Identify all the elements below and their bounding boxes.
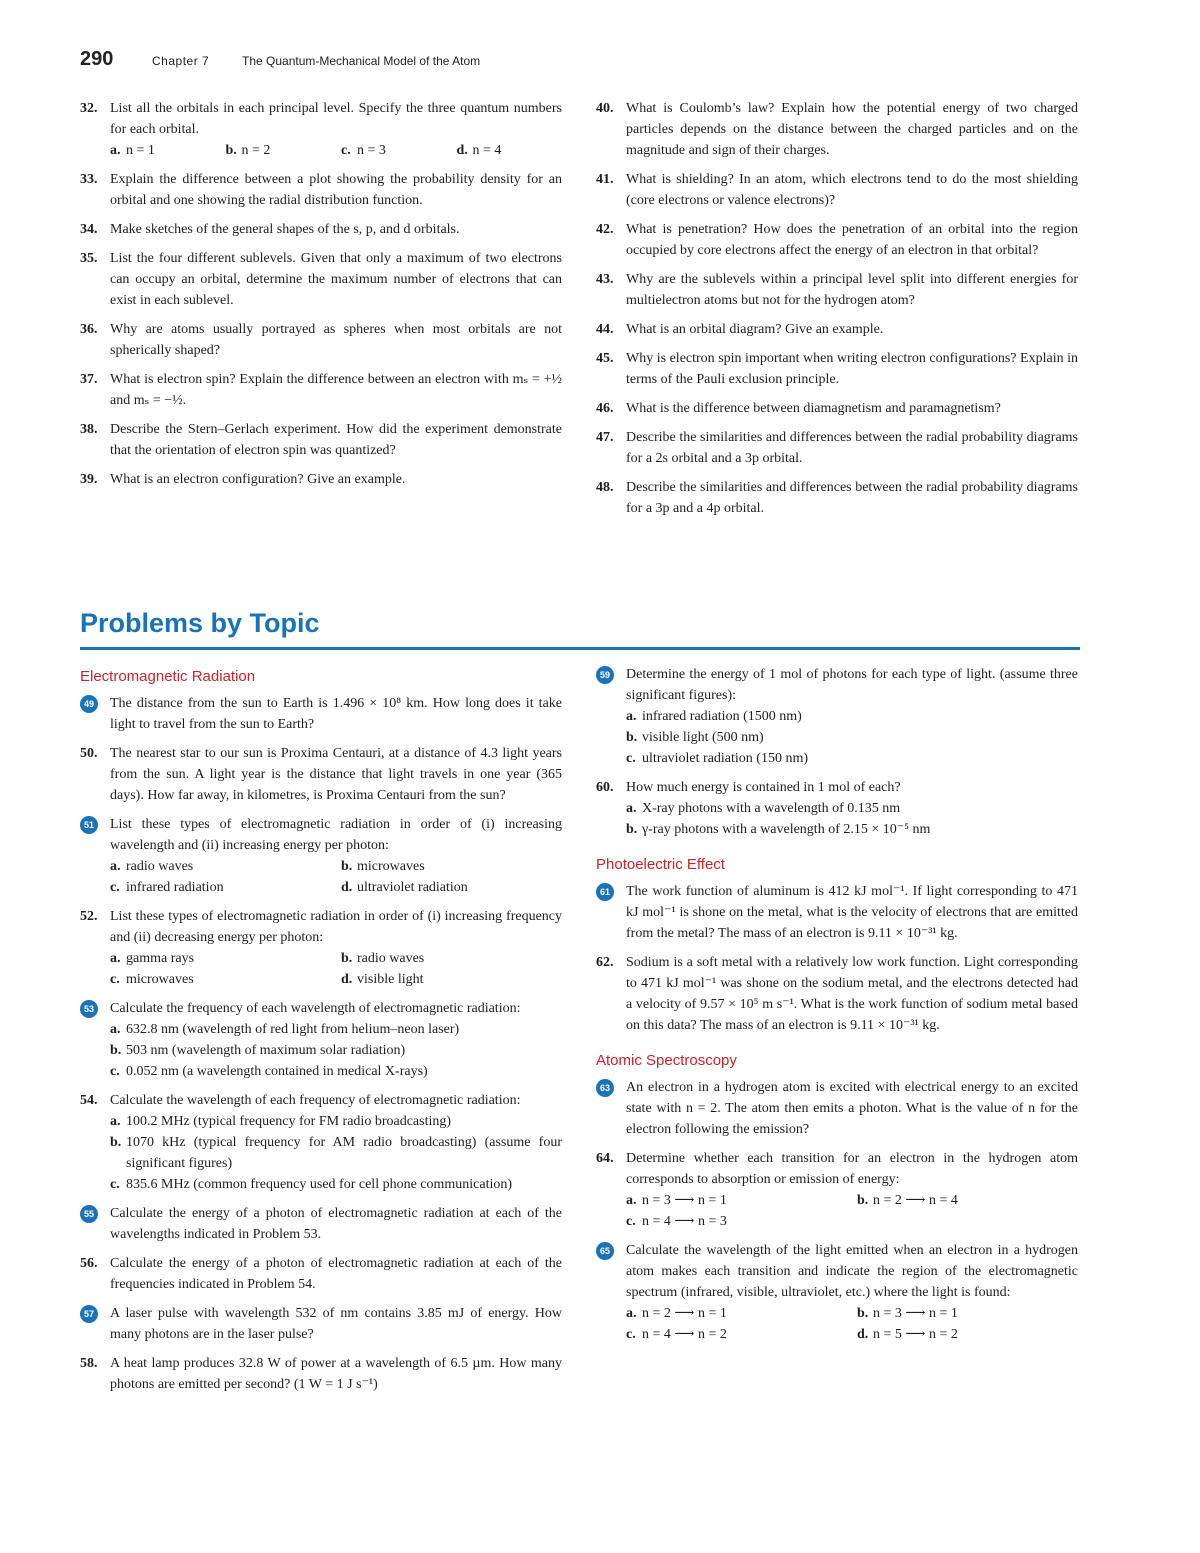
problem-text: List the four different sublevels. Given that only a maximum of two electrons can occupy an orbital, determine the maximum number of electrons that can exist in each sublevel. bbox=[110, 251, 562, 308]
problem-number: 50. bbox=[80, 746, 98, 761]
problem-64 bbox=[596, 1148, 1078, 1232]
problem-37 bbox=[80, 369, 562, 411]
subpart-label: a. bbox=[110, 143, 121, 158]
subpart-text: infrared radiation (1500 nm) bbox=[642, 709, 802, 724]
problem-text: Why is electron spin important when writing electron configurations? Explain in terms of the Pauli exclusion principle. bbox=[626, 351, 1078, 387]
problem-text: Why are atoms usually portrayed as spheres when most orbitals are not spherically shaped? bbox=[110, 322, 562, 358]
section-rule bbox=[80, 647, 1080, 650]
subpart-label: c. bbox=[110, 1064, 120, 1079]
problem-text: What is an orbital diagram? Give an example. bbox=[626, 322, 884, 337]
subpart-label: b. bbox=[626, 822, 638, 837]
problem-number: 44. bbox=[596, 322, 614, 337]
problem-text: List these types of electromagnetic radiation in order of (i) increasing wavelength and (ii) increasing energy per photon: bbox=[110, 817, 562, 853]
subpart-label: a. bbox=[626, 1193, 637, 1208]
problem-text: An electron in a hydrogen atom is excited with electrical energy to an excited state with n = 2. The atom then emits a photon. What is the value of n for the electron following the emission? bbox=[626, 1080, 1078, 1137]
problem-text: What is Coulomb’s law? Explain how the potential energy of two charged particles depends on the distance between the charged particles and on the magnitude and sign of their charges. bbox=[626, 101, 1078, 158]
problem-number: 47. bbox=[596, 430, 614, 445]
problem-36 bbox=[80, 319, 562, 361]
problem-55 bbox=[80, 1203, 562, 1245]
subpart-text: n = 2 ⟶ n = 1 bbox=[642, 1306, 727, 1321]
problem-badge: 49 bbox=[80, 695, 98, 713]
problem-text: What is shielding? In an atom, which electrons tend to do the most shielding (core electrons or valence electrons)? bbox=[626, 172, 1078, 208]
subpart bbox=[110, 1132, 562, 1174]
problem-33 bbox=[80, 169, 562, 211]
problem-44 bbox=[596, 319, 1078, 340]
problem-50 bbox=[80, 743, 562, 806]
subpart-text: visible light bbox=[357, 972, 424, 987]
problem-text: How much energy is contained in 1 mol of each? bbox=[626, 780, 901, 795]
subpart bbox=[626, 1324, 847, 1345]
problem-text: Calculate the energy of a photon of electromagnetic radiation at each of the wavelengths indicated in Problem 53. bbox=[110, 1206, 562, 1242]
subpart bbox=[110, 969, 331, 990]
problem-51 bbox=[80, 814, 562, 898]
problem-text: Determine the energy of 1 mol of photons for each type of light. (assume three significant figures): bbox=[626, 667, 1078, 703]
subpart bbox=[626, 1190, 847, 1211]
subpart-text: microwaves bbox=[126, 972, 194, 987]
problem-49 bbox=[80, 693, 562, 735]
problem-text: The distance from the sun to Earth is 1.496 × 10⁸ km. How long does it take light to travel from the sun to Earth? bbox=[110, 696, 562, 732]
problem-text: What is electron spin? Explain the difference between an electron with mₛ = +½ and mₛ = −½. bbox=[110, 372, 562, 408]
problem-number: 64. bbox=[596, 1151, 614, 1166]
subpart-text: visible light (500 nm) bbox=[642, 730, 764, 745]
problem-number: 38. bbox=[80, 422, 98, 437]
problem-text: Describe the Stern–Gerlach experiment. How did the experiment demonstrate that the orientation of electron spin was quantized? bbox=[110, 422, 562, 458]
problems-right-column bbox=[596, 664, 1078, 1353]
subpart bbox=[341, 948, 562, 969]
problem-badge: 55 bbox=[80, 1205, 98, 1223]
problem-number: 37. bbox=[80, 372, 98, 387]
subparts bbox=[110, 140, 562, 161]
subpart-text: infrared radiation bbox=[126, 880, 224, 895]
problem-number: 52. bbox=[80, 909, 98, 924]
problems-left-column bbox=[80, 664, 562, 1403]
subpart-text: n = 5 ⟶ n = 2 bbox=[873, 1327, 958, 1342]
subpart bbox=[626, 727, 1078, 748]
problem-number: 54. bbox=[80, 1093, 98, 1108]
problem-60 bbox=[596, 777, 1078, 840]
subpart bbox=[110, 1040, 562, 1061]
problem-text: List these types of electromagnetic radiation in order of (i) increasing frequency and (ii) decreasing energy per photon: bbox=[110, 909, 562, 945]
subpart-label: a. bbox=[110, 1022, 121, 1037]
subpart-text: n = 4 ⟶ n = 2 bbox=[642, 1327, 727, 1342]
subpart-text: microwaves bbox=[357, 859, 425, 874]
problem-badge: 53 bbox=[80, 1000, 98, 1018]
subpart-label: a. bbox=[110, 1114, 121, 1129]
problem-number: 45. bbox=[596, 351, 614, 366]
problem-number: 35. bbox=[80, 251, 98, 266]
problem-text: What is penetration? How does the penetration of an orbital into the region occupied by core electrons affect the energy of an electron in that orbital? bbox=[626, 222, 1078, 258]
section-title: Problems by Topic bbox=[80, 608, 320, 638]
subpart bbox=[341, 969, 562, 990]
problem-number: 32. bbox=[80, 101, 98, 116]
problem-text: What is the difference between diamagnetism and paramagnetism? bbox=[626, 401, 1001, 416]
subpart-label: b. bbox=[341, 951, 353, 966]
subpart-label: c. bbox=[626, 1214, 636, 1229]
subpart bbox=[341, 140, 447, 161]
topic-heading: Atomic Spectroscopy bbox=[596, 1052, 737, 1069]
problem-text: Sodium is a soft metal with a relatively low work function. Light corresponding to 471 kJ mol⁻¹ was shone on the sodium metal, and the electrons detected had a velocity of 9.57 × 10⁵ m s⁻¹. What is the work function of sodium metal based on this data? The mass of an electron is 9.11 × 10⁻³¹ kg. bbox=[626, 955, 1078, 1033]
subparts bbox=[626, 1303, 1078, 1345]
problem-number: 36. bbox=[80, 322, 98, 337]
problem-badge: 51 bbox=[80, 816, 98, 834]
review-questions-left bbox=[80, 98, 562, 498]
problem-number: 40. bbox=[596, 101, 614, 116]
subpart-label: a. bbox=[110, 859, 121, 874]
subpart-text: 100.2 MHz (typical frequency for FM radio broadcasting) bbox=[126, 1114, 452, 1129]
problem-54 bbox=[80, 1090, 562, 1195]
subpart bbox=[110, 140, 216, 161]
problem-52 bbox=[80, 906, 562, 990]
page-number: 290 bbox=[80, 48, 114, 70]
problem-47 bbox=[596, 427, 1078, 469]
problem-number: 62. bbox=[596, 955, 614, 970]
subpart bbox=[626, 748, 1078, 769]
problem-text: Calculate the wavelength of the light emitted when an electron in a hydrogen atom makes each transition and indicate the region of the electromagnetic spectrum (infrared, visible, ultraviolet, etc.) where the light is found: bbox=[626, 1243, 1078, 1300]
subparts bbox=[110, 948, 562, 990]
problem-text: The nearest star to our sun is Proxima Centauri, at a distance of 4.3 light years from the sun. A light year is the distance that light travels in one year (365 days). How far away, in kilometres, is Proxima Centauri from the sun? bbox=[110, 746, 562, 803]
subpart-label: b. bbox=[857, 1306, 869, 1321]
problem-40 bbox=[596, 98, 1078, 161]
topic-heading: Electromagnetic Radiation bbox=[80, 668, 256, 685]
subpart bbox=[341, 856, 562, 877]
subparts bbox=[626, 706, 1078, 769]
subpart bbox=[857, 1303, 1078, 1324]
subpart-text: n = 4 bbox=[472, 143, 502, 158]
subpart-label: d. bbox=[857, 1327, 869, 1342]
subpart-label: c. bbox=[110, 880, 120, 895]
subpart-text: 0.052 nm (a wavelength contained in medical X-rays) bbox=[126, 1064, 428, 1079]
problem-text: A heat lamp produces 32.8 W of power at a wavelength of 6.5 µm. How many photons are emitted per second? (1 W = 1 J s⁻¹) bbox=[110, 1356, 562, 1392]
subpart bbox=[857, 1190, 1078, 1211]
subpart bbox=[457, 140, 563, 161]
subpart-label: c. bbox=[110, 1177, 120, 1192]
problem-text: Make sketches of the general shapes of the s, p, and d orbitals. bbox=[110, 222, 460, 237]
subpart-label: c. bbox=[110, 972, 120, 987]
subpart bbox=[341, 877, 562, 898]
subpart-label: a. bbox=[110, 951, 121, 966]
topic-heading: Photoelectric Effect bbox=[596, 856, 725, 873]
problem-text: A laser pulse with wavelength 532 of nm contains 3.85 mJ of energy. How many photons are in the laser pulse? bbox=[110, 1306, 562, 1342]
problem-text: Why are the sublevels within a principal level split into different energies for multielectron atoms but not for the hydrogen atom? bbox=[626, 272, 1078, 308]
page-header bbox=[80, 48, 1080, 78]
problem-number: 41. bbox=[596, 172, 614, 187]
problem-text: Calculate the energy of a photon of electromagnetic radiation at each of the frequencies indicated in Problem 54. bbox=[110, 1256, 562, 1292]
problem-45 bbox=[596, 348, 1078, 390]
problem-62 bbox=[596, 952, 1078, 1036]
subpart-text: ultraviolet radiation bbox=[357, 880, 468, 895]
chapter-title: The Quantum-Mechanical Model of the Atom bbox=[242, 54, 481, 68]
subpart-label: d. bbox=[341, 972, 353, 987]
subpart bbox=[226, 140, 332, 161]
problem-badge: 59 bbox=[596, 666, 614, 684]
problem-number: 58. bbox=[80, 1356, 98, 1371]
subpart-text: 835.6 MHz (common frequency used for cell phone communication) bbox=[126, 1177, 513, 1192]
subpart bbox=[626, 819, 1078, 840]
subpart-label: a. bbox=[626, 1306, 637, 1321]
problem-badge: 63 bbox=[596, 1079, 614, 1097]
subpart-text: gamma rays bbox=[126, 951, 195, 966]
problem-number: 33. bbox=[80, 172, 98, 187]
subpart bbox=[626, 706, 1078, 727]
subpart-label: b. bbox=[626, 730, 638, 745]
subparts bbox=[110, 856, 562, 898]
subpart-text: n = 3 ⟶ n = 1 bbox=[642, 1193, 727, 1208]
problem-text: The work function of aluminum is 412 kJ mol⁻¹. If light corresponding to 471 kJ mol⁻¹ is shone on the metal, what is the velocity of electrons that are emitted from the metal? The mass of an electron is 9.11 × 10⁻³¹ kg. bbox=[626, 884, 1078, 941]
problem-35 bbox=[80, 248, 562, 311]
subpart bbox=[110, 877, 331, 898]
problem-text: Describe the similarities and differences between the radial probability diagrams for a 2s orbital and a 3p orbital. bbox=[626, 430, 1078, 466]
subpart-text: 632.8 nm (wavelength of red light from helium–neon laser) bbox=[126, 1022, 460, 1037]
problem-number: 56. bbox=[80, 1256, 98, 1271]
subpart-label: b. bbox=[110, 1043, 122, 1058]
problem-58 bbox=[80, 1353, 562, 1395]
problem-34 bbox=[80, 219, 562, 240]
problem-65 bbox=[596, 1240, 1078, 1345]
subpart-label: d. bbox=[341, 880, 353, 895]
problem-number: 46. bbox=[596, 401, 614, 416]
subpart bbox=[626, 798, 1078, 819]
problem-text: Explain the difference between a plot showing the probability density for an orbital and one showing the radial distribution function. bbox=[110, 172, 562, 208]
subpart bbox=[110, 1111, 562, 1132]
problem-32 bbox=[80, 98, 562, 161]
subpart-label: d. bbox=[456, 143, 468, 158]
problem-number: 60. bbox=[596, 780, 614, 795]
subpart bbox=[110, 1061, 562, 1082]
problem-53 bbox=[80, 998, 562, 1082]
subpart-label: b. bbox=[110, 1135, 122, 1150]
problem-badge: 65 bbox=[596, 1242, 614, 1260]
subpart-label: b. bbox=[225, 143, 237, 158]
problem-text: Determine whether each transition for an electron in the hydrogen atom corresponds to absorption or emission of energy: bbox=[626, 1151, 1078, 1187]
problem-61 bbox=[596, 881, 1078, 944]
problem-number: 48. bbox=[596, 480, 614, 495]
subparts bbox=[626, 1190, 1078, 1232]
subpart-text: n = 1 bbox=[126, 143, 155, 158]
problem-text: Calculate the wavelength of each frequency of electromagnetic radiation: bbox=[110, 1093, 521, 1108]
subpart bbox=[110, 948, 331, 969]
subpart-label: b. bbox=[341, 859, 353, 874]
problem-56 bbox=[80, 1253, 562, 1295]
subpart-text: n = 3 bbox=[357, 143, 386, 158]
problem-text: List all the orbitals in each principal level. Specify the three quantum numbers for each orbital. bbox=[110, 101, 562, 137]
subpart-text: X-ray photons with a wavelength of 0.135 nm bbox=[642, 801, 901, 816]
subpart bbox=[857, 1324, 1078, 1345]
subpart-text: radio waves bbox=[357, 951, 425, 966]
problem-57 bbox=[80, 1303, 562, 1345]
subpart-label: c. bbox=[626, 751, 636, 766]
problem-42 bbox=[596, 219, 1078, 261]
problem-59 bbox=[596, 664, 1078, 769]
chapter-label: Chapter 7 bbox=[152, 54, 210, 68]
subpart-text: 1070 kHz (typical frequency for AM radio broadcasting) (assume four significant figures) bbox=[126, 1135, 562, 1171]
subpart-label: c. bbox=[341, 143, 351, 158]
subpart-text: n = 3 ⟶ n = 1 bbox=[873, 1306, 958, 1321]
subparts bbox=[110, 1019, 562, 1082]
subparts bbox=[110, 1111, 562, 1195]
subpart-text: radio waves bbox=[126, 859, 194, 874]
subpart-text: n = 4 ⟶ n = 3 bbox=[642, 1214, 727, 1229]
subpart-label: a. bbox=[626, 709, 637, 724]
subpart-text: ultraviolet radiation (150 nm) bbox=[642, 751, 809, 766]
problem-text: Describe the similarities and differences between the radial probability diagrams for a 3p and a 4p orbital. bbox=[626, 480, 1078, 516]
problem-badge: 61 bbox=[596, 883, 614, 901]
subpart bbox=[626, 1211, 847, 1232]
problem-number: 43. bbox=[596, 272, 614, 287]
problem-46 bbox=[596, 398, 1078, 419]
subpart-label: b. bbox=[857, 1193, 869, 1208]
problem-badge: 57 bbox=[80, 1305, 98, 1323]
problem-48 bbox=[596, 477, 1078, 519]
subpart-text: 503 nm (wavelength of maximum solar radiation) bbox=[126, 1043, 406, 1058]
problem-63 bbox=[596, 1077, 1078, 1140]
problem-39 bbox=[80, 469, 562, 490]
problem-text: What is an electron configuration? Give an example. bbox=[110, 472, 406, 487]
subpart-text: n = 2 bbox=[241, 143, 271, 158]
subpart bbox=[110, 1019, 562, 1040]
subpart bbox=[110, 856, 331, 877]
subpart-text: n = 2 ⟶ n = 4 bbox=[873, 1193, 958, 1208]
problem-41 bbox=[596, 169, 1078, 211]
review-questions-right bbox=[596, 98, 1078, 527]
subpart-label: c. bbox=[626, 1327, 636, 1342]
subpart-label: a. bbox=[626, 801, 637, 816]
problem-number: 34. bbox=[80, 222, 98, 237]
subpart bbox=[626, 1303, 847, 1324]
subpart-text: γ-ray photons with a wavelength of 2.15 × 10⁻⁵ nm bbox=[642, 822, 931, 837]
subparts bbox=[626, 798, 1078, 840]
problem-number: 42. bbox=[596, 222, 614, 237]
problem-43 bbox=[596, 269, 1078, 311]
problem-text: Calculate the frequency of each wavelength of electromagnetic radiation: bbox=[110, 1001, 521, 1016]
problem-number: 39. bbox=[80, 472, 98, 487]
problem-38 bbox=[80, 419, 562, 461]
subpart bbox=[110, 1174, 562, 1195]
